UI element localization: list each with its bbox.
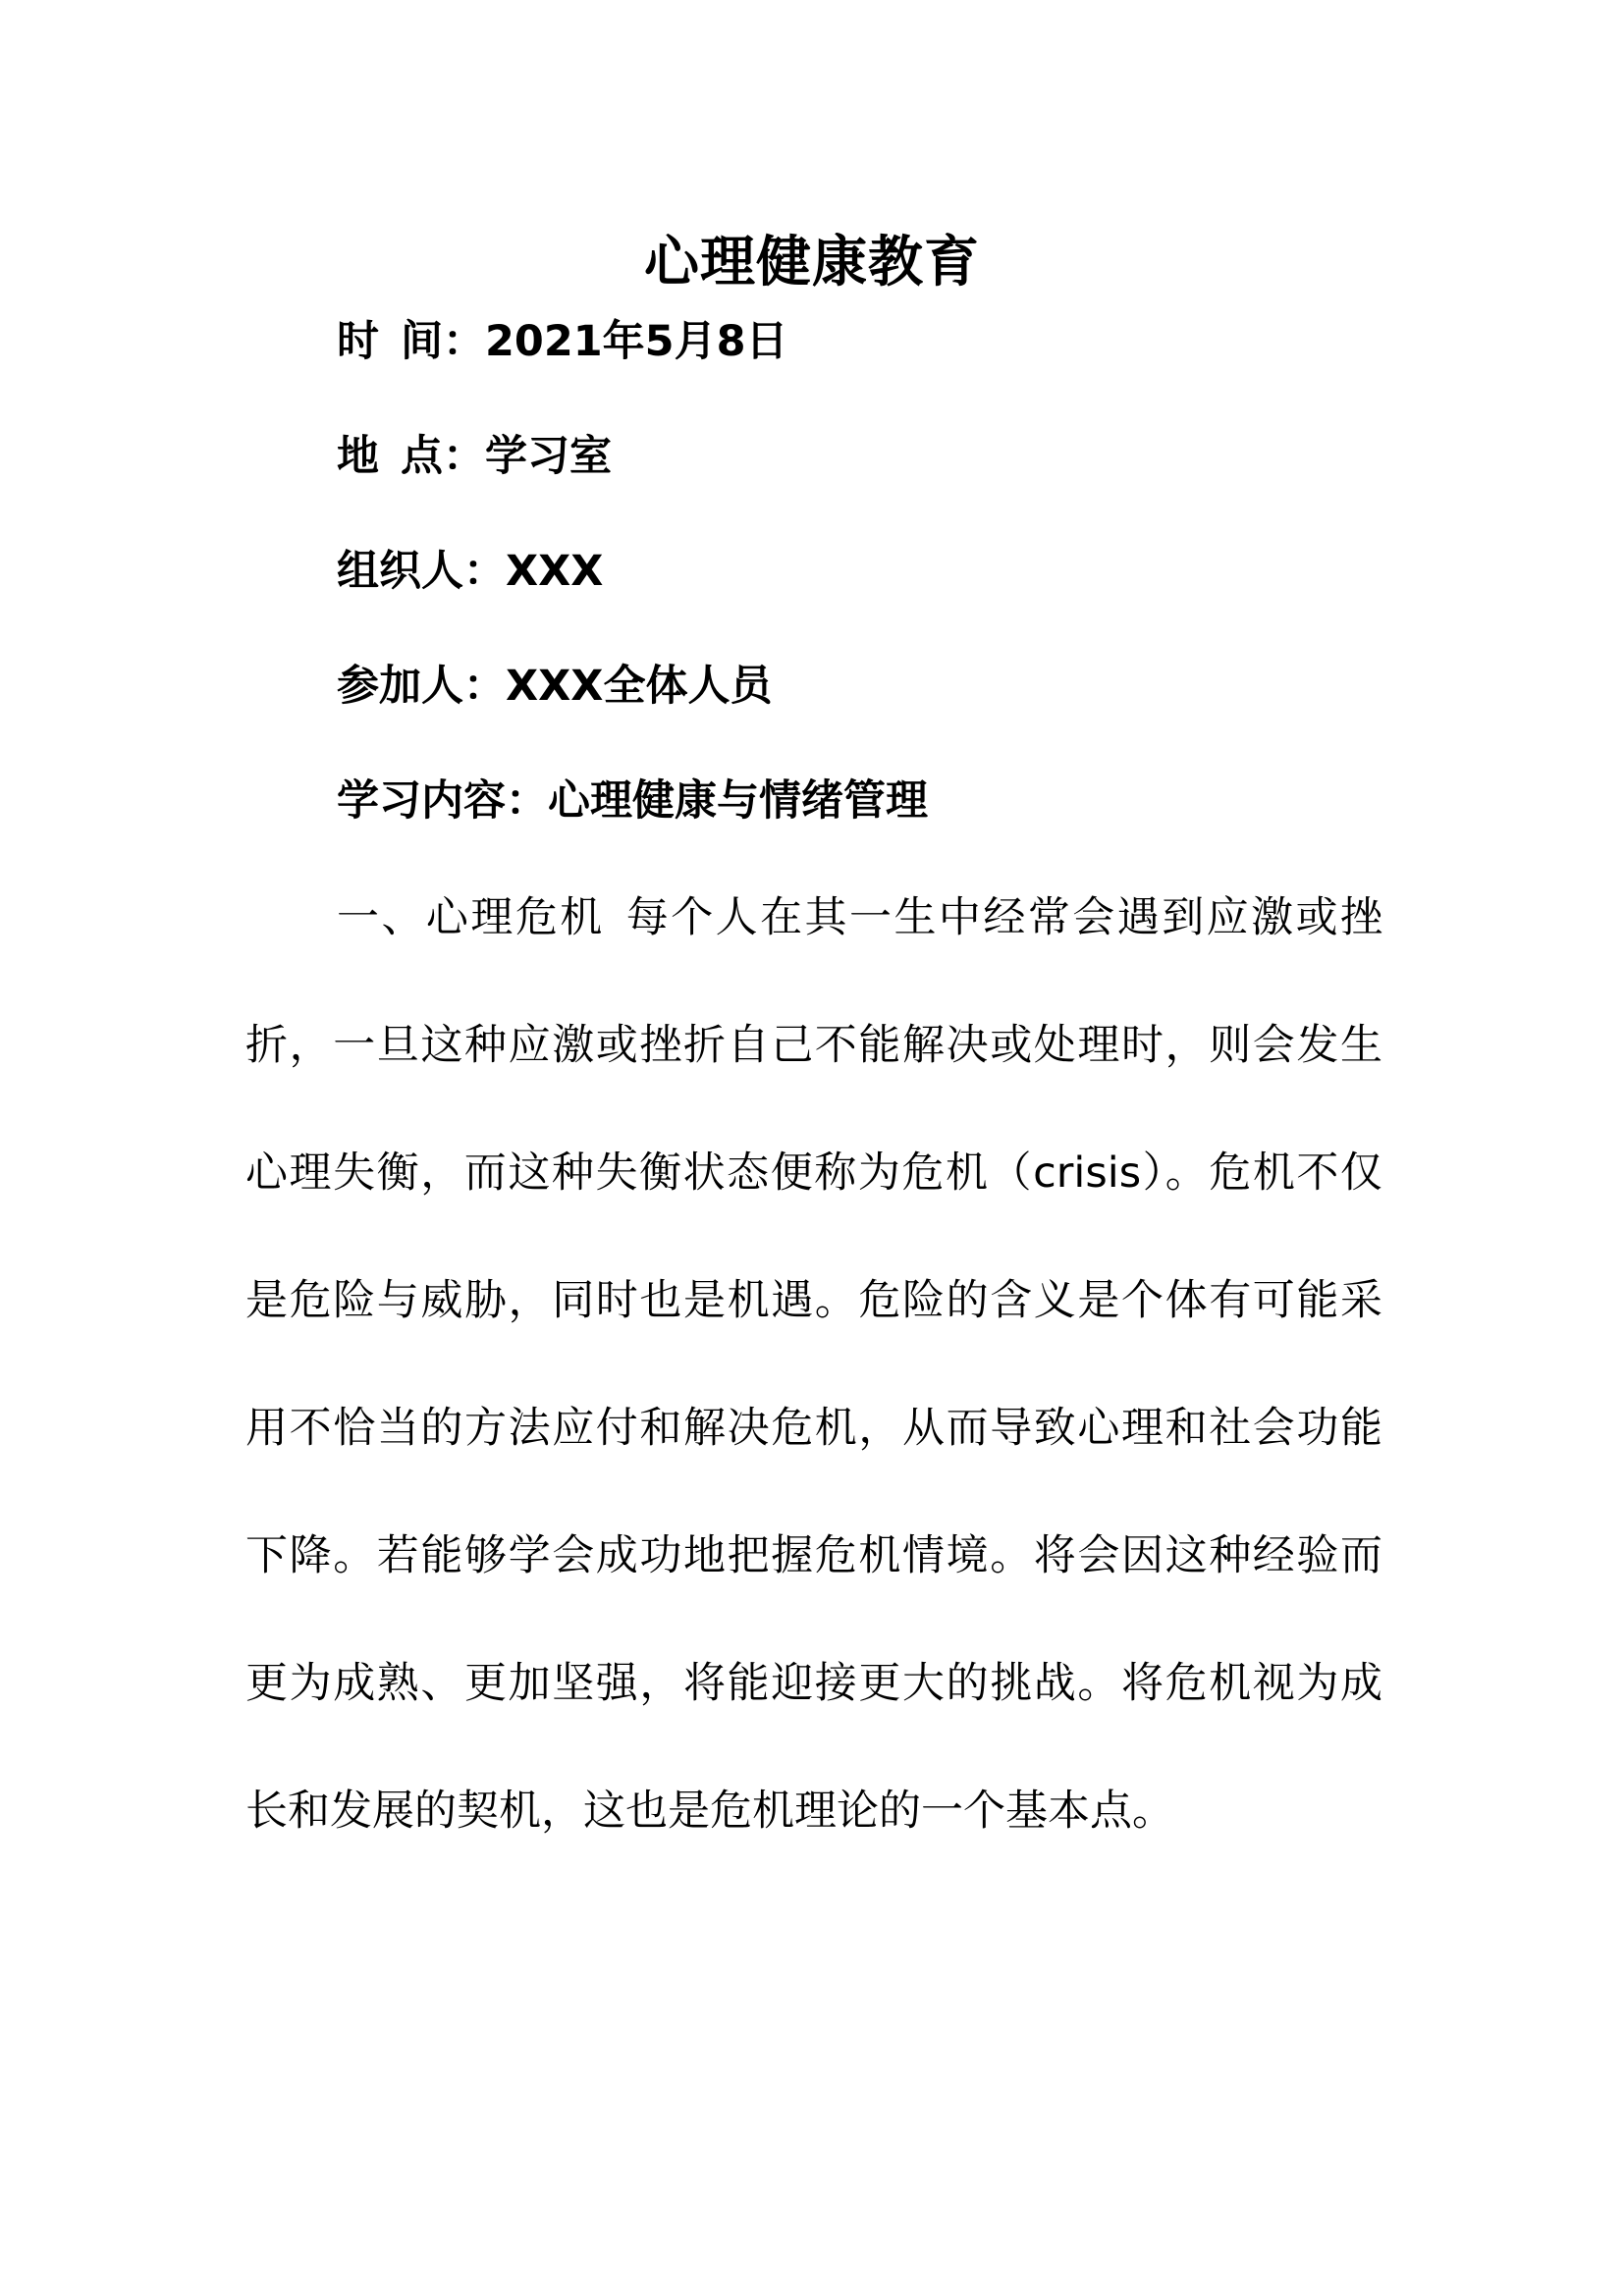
- meta-colon: ：: [463, 547, 506, 596]
- meta-participants: [337, 657, 772, 716]
- meta-time-label: 时 间: [337, 317, 443, 366]
- meta-content: [337, 772, 928, 830]
- section-1-paragraph: [245, 854, 1382, 1875]
- meta-participants-label: 参加人: [337, 662, 463, 711]
- meta-organizer: [337, 542, 603, 601]
- meta-content-value: 心理健康与情绪管理: [548, 776, 928, 826]
- meta-organizer-label: 组织人: [337, 547, 463, 596]
- section-1-heading: 一、心理危机: [337, 893, 605, 942]
- meta-place-label: 地 点: [337, 432, 443, 481]
- meta-colon: ：: [463, 662, 506, 711]
- meta-place-value: 学习室: [485, 432, 612, 481]
- section-1-body: 每个人在其一生中经常会遇到应激或挫折，一旦这种应激或挫折自己不能解决或处理时，则会发生心理失衡，而这种失衡状态便称为危机（crisis）。危机不仅是危险与威胁，同时也是机遇。危险的含义是个体有可能采用不恰当的方法应付和解决危机，从而导致心理和社会功能下降。若能够学会成功地把握危机情境。将会因这种经验而更为成熟、更加坚强，将能迎接更大的挑战。将危机视为成长和发展的契机，这也是危机理论的一个基本点。: [245, 893, 1383, 1836]
- meta-colon: ：: [506, 776, 548, 826]
- meta-content-label: 学习内容: [337, 776, 506, 826]
- meta-time: [337, 312, 788, 371]
- meta-time-value: 2021年5月8日: [485, 317, 788, 366]
- document-title: 心理健康教育: [644, 231, 980, 294]
- meta-organizer-value: XXX: [506, 547, 604, 596]
- meta-colon: ：: [443, 317, 485, 366]
- meta-colon: ：: [443, 432, 485, 481]
- meta-place: [337, 427, 612, 486]
- meta-participants-value: XXX全体人员: [506, 662, 773, 711]
